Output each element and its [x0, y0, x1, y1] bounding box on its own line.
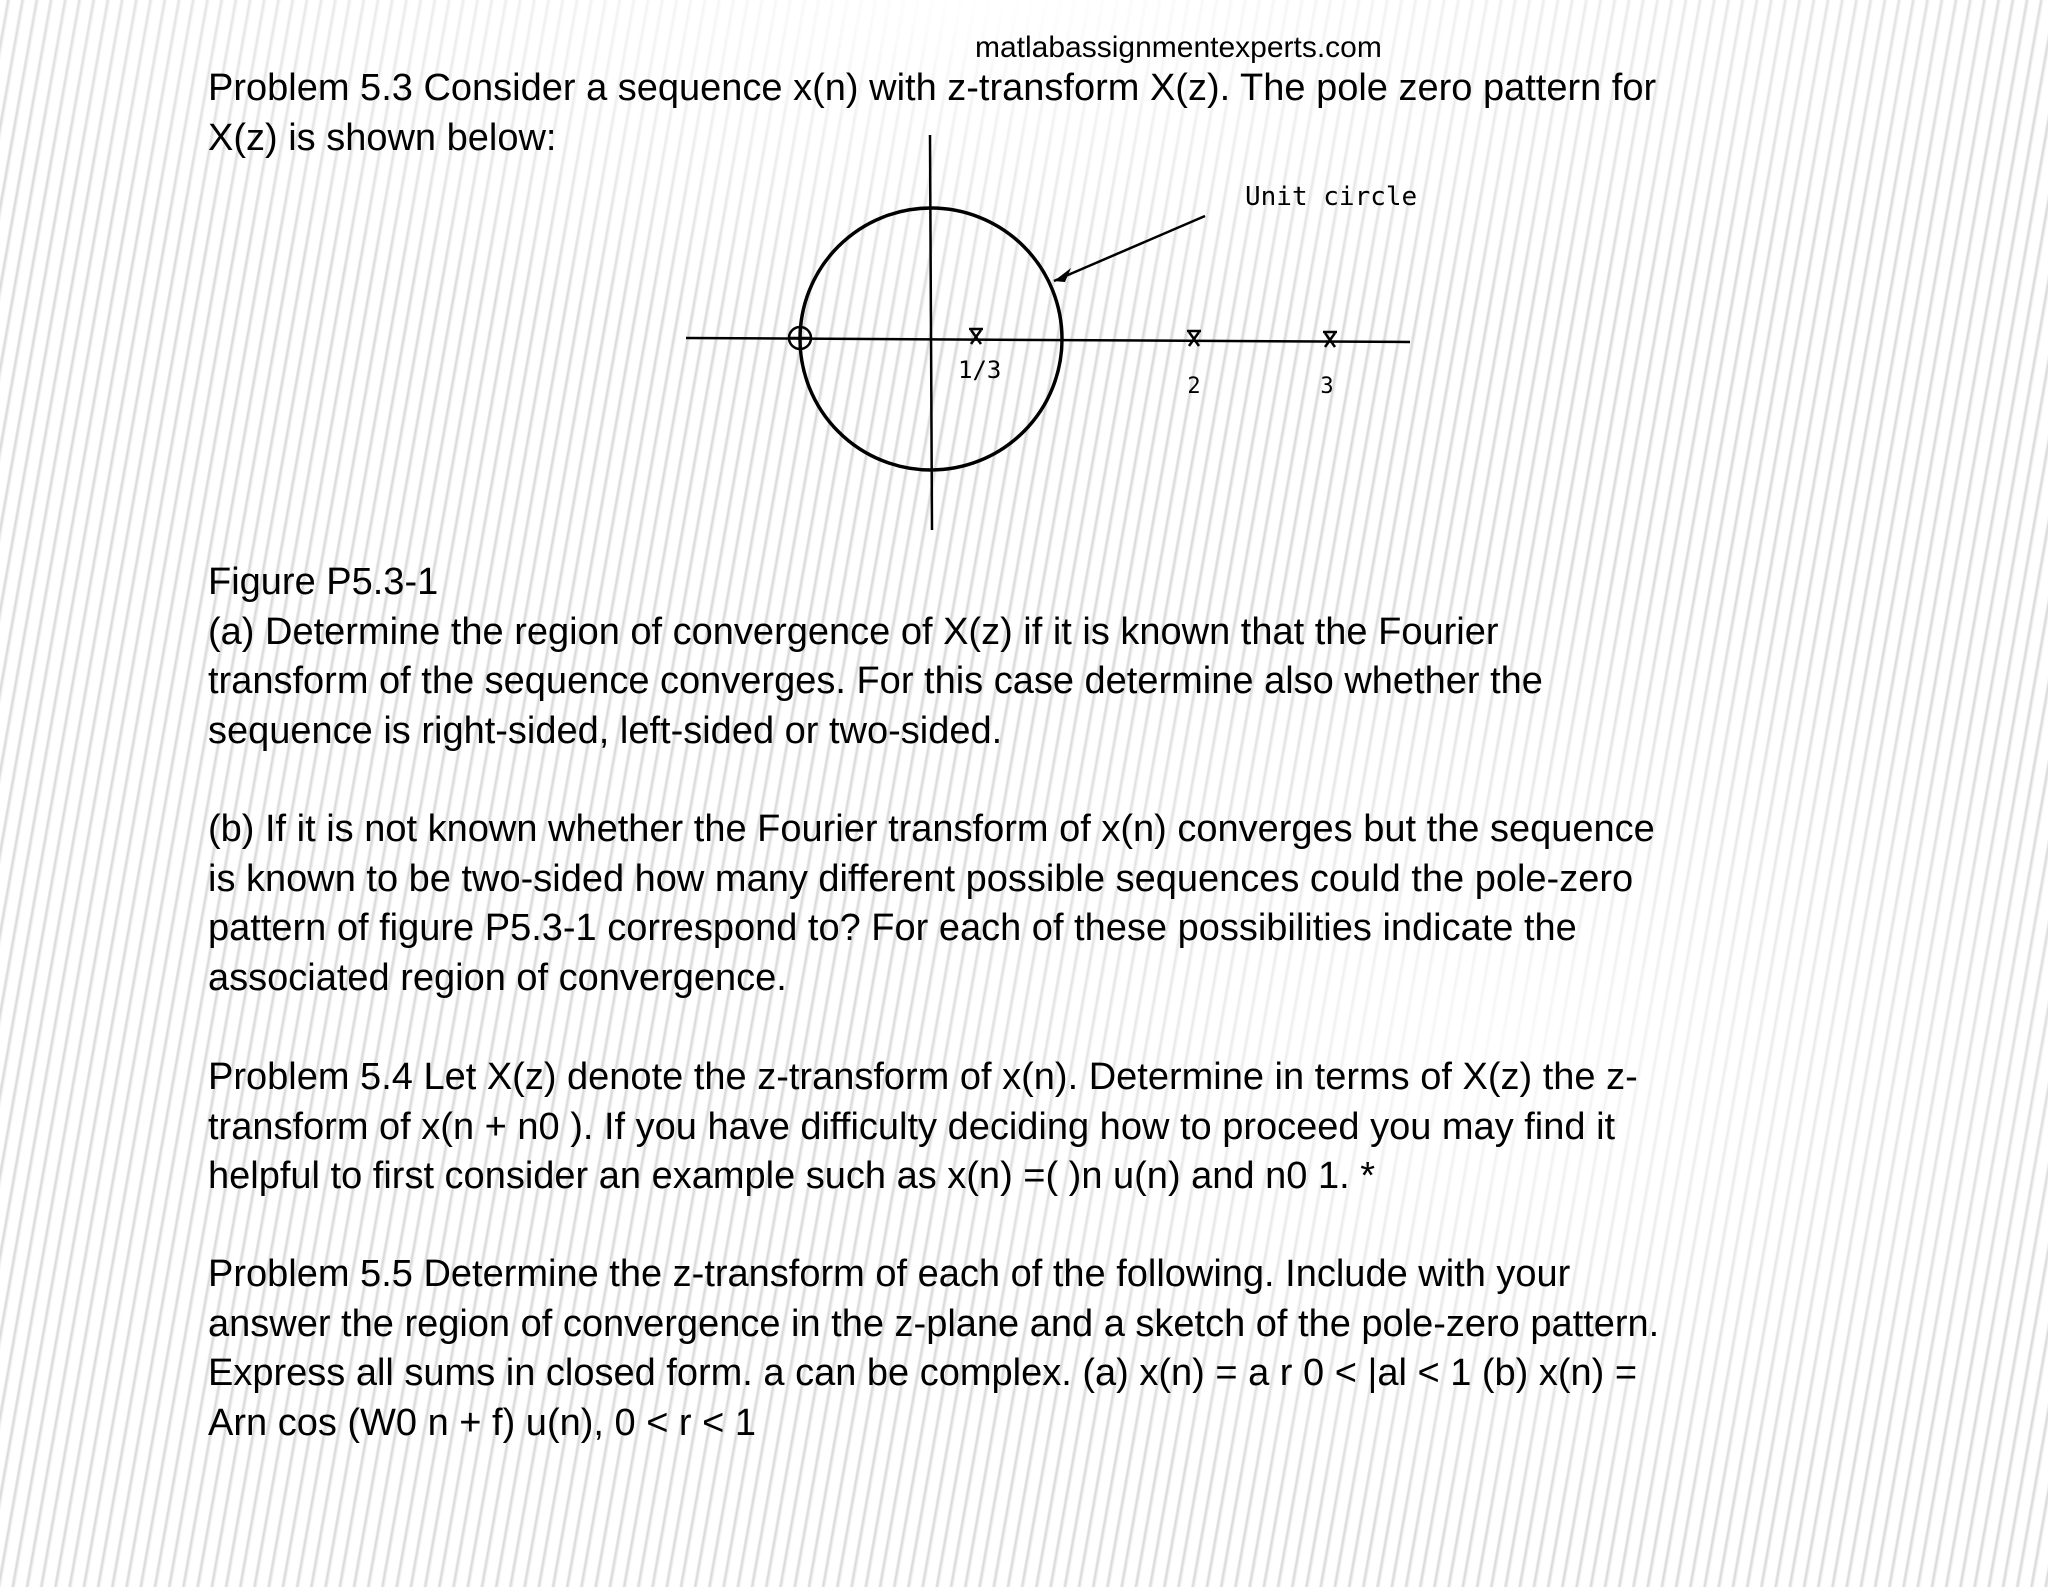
pole-label: 1/3	[958, 356, 1002, 384]
text-line: associated region of convergence.	[208, 956, 787, 999]
problem-5-3-part-b	[208, 805, 1655, 1003]
arrow-head	[1054, 268, 1075, 283]
text-line: Arn cos (W0 n + f) u(n), 0 < r < 1	[208, 1401, 757, 1444]
problem-5-3-part-a	[208, 558, 1543, 756]
text-line: X(z) is shown below:	[208, 116, 557, 159]
text-line: helpful to first consider an example such as x(n) =( )n u(n) and n0 1. *	[208, 1155, 1375, 1197]
figure-caption: Figure P5.3-1	[208, 561, 439, 603]
text-line: sequence is right-sided, left-sided or two-sided.	[208, 709, 1003, 752]
pole-label: 2	[1187, 374, 1201, 399]
text-line: (b) If it is not known whether the Fourier transform of x(n) converges but the sequence	[208, 808, 1655, 850]
pole-zero-diagram	[680, 125, 1420, 545]
text-line: Problem 5.5 Determine the z-transform of each of the following. Include with your	[208, 1253, 1571, 1295]
text-line: (a) Determine the region of convergence of X(z) if it is known that the Fourier	[208, 610, 1499, 653]
text-line: Problem 5.3 Consider a sequence x(n) with z-transform X(z). The pole zero pattern for	[208, 67, 1657, 109]
text-line: transform of the sequence converges. For this case determine also whether the	[208, 660, 1543, 702]
text-line: transform of x(n + n0 ). If you have difficulty deciding how to proceed you may find it	[208, 1105, 1616, 1148]
site-watermark: matlabassignmentexperts.com	[975, 31, 1382, 64]
text-line: answer the region of convergence in the z-plane and a sketch of the pole-zero pattern.	[208, 1302, 1660, 1345]
text-line: Express all sums in closed form. a can be complex. (a) x(n) = a r 0 < |al < 1 (b) x(n) =	[208, 1352, 1638, 1394]
pole-label: 3	[1320, 374, 1334, 399]
problem-5-5	[208, 1250, 1659, 1448]
pole-marker	[1187, 331, 1201, 346]
text-line: Problem 5.4 Let X(z) denote the z-transform of x(n). Determine in terms of X(z) the z-	[208, 1056, 1638, 1098]
text-line: pattern of figure P5.3-1 correspond to? For each of these possibilities indicate the	[208, 907, 1577, 949]
text-line: is known to be two-sided how many different possible sequences could the pole-zero	[208, 857, 1634, 900]
pole-marker	[969, 329, 983, 344]
unit-circle-arrow	[1054, 216, 1205, 281]
problem-5-4	[208, 1053, 1638, 1202]
unit-circle-label: Unit circle	[1245, 182, 1418, 212]
pole-marker	[1323, 332, 1337, 347]
zero-marker	[789, 327, 811, 349]
